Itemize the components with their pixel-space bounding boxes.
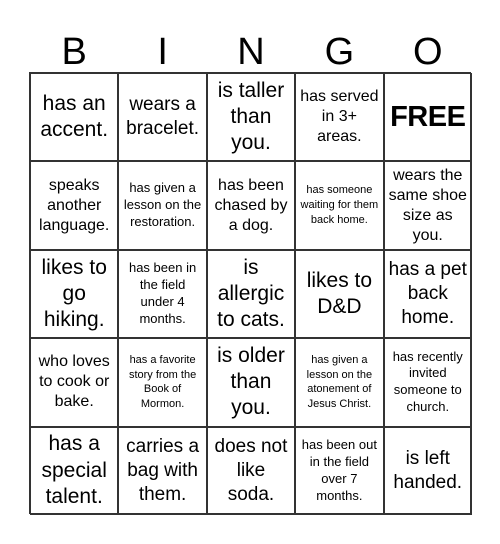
bingo-cell-free[interactable] bbox=[384, 73, 472, 161]
bingo-cell-r2c5[interactable] bbox=[384, 161, 472, 249]
cell-text: carries a bag with them. bbox=[126, 436, 200, 505]
cell-text: is allergic to cats. bbox=[217, 255, 285, 332]
bingo-cell-r2c3[interactable] bbox=[207, 161, 295, 249]
cell-text: has a special talent. bbox=[41, 432, 107, 508]
cell-text: has someone waiting for them back home. bbox=[300, 184, 379, 226]
cell-text: has given a lesson on the atonement of Jesus Christ. bbox=[306, 353, 373, 411]
cell-text: wears the same shoe size as you. bbox=[388, 166, 467, 244]
bingo-cell-r4c5[interactable] bbox=[384, 338, 472, 426]
bingo-cell-r3c5[interactable] bbox=[384, 250, 472, 338]
free-space-label: FREE bbox=[390, 100, 466, 133]
cell-text: has been chased by a dog. bbox=[214, 176, 288, 234]
bingo-cell-r1c3[interactable] bbox=[207, 73, 295, 161]
cell-text: who loves to cook or bake. bbox=[38, 353, 110, 411]
bingo-cell-r4c4[interactable] bbox=[295, 338, 383, 426]
cell-text: likes to D&D bbox=[306, 268, 373, 318]
cell-text: has given a lesson on the restoration. bbox=[123, 180, 202, 230]
bingo-cell-r4c3[interactable] bbox=[207, 338, 295, 426]
cell-text: is older than you. bbox=[217, 343, 285, 420]
bingo-cell-r5c4[interactable] bbox=[295, 427, 383, 515]
cell-text: has recently invited someone to church. bbox=[392, 348, 463, 415]
bingo-cell-r3c4[interactable] bbox=[295, 250, 383, 338]
cell-text: is left handed. bbox=[393, 448, 463, 493]
bingo-cell-r5c3[interactable] bbox=[207, 427, 295, 515]
bingo-cell-r5c1[interactable] bbox=[30, 427, 118, 515]
cell-text: has been out in the field over 7 months. bbox=[301, 436, 377, 503]
bingo-cell-r2c2[interactable] bbox=[118, 161, 206, 249]
bingo-cell-r1c2[interactable] bbox=[118, 73, 206, 161]
bingo-cell-r2c4[interactable] bbox=[295, 161, 383, 249]
bingo-cell-r3c2[interactable] bbox=[118, 250, 206, 338]
bingo-cell-r5c5[interactable] bbox=[384, 427, 472, 515]
bingo-cell-r4c1[interactable] bbox=[30, 338, 118, 426]
cell-text: likes to go hiking. bbox=[41, 255, 107, 332]
cell-text: is taller than you. bbox=[217, 78, 285, 155]
cell-text: does not like soda. bbox=[214, 436, 288, 505]
header-letter-b: B bbox=[61, 30, 87, 73]
header-letter-o: O bbox=[413, 30, 443, 73]
cell-text: has a pet back home. bbox=[388, 259, 467, 328]
bingo-cell-r2c1[interactable] bbox=[30, 161, 118, 249]
cell-text: has been in the field under 4 months. bbox=[128, 260, 197, 326]
bingo-cell-r1c4[interactable] bbox=[295, 73, 383, 161]
cell-text: has served in 3+ areas. bbox=[300, 88, 379, 146]
bingo-cell-r5c2[interactable] bbox=[118, 427, 206, 515]
cell-text: has an accent. bbox=[40, 91, 109, 142]
header-letter-g: G bbox=[324, 30, 355, 73]
header-letter-n: N bbox=[237, 30, 265, 73]
cell-text: wears a bracelet. bbox=[126, 94, 200, 140]
bingo-cell-r3c3[interactable] bbox=[207, 250, 295, 338]
bingo-cell-r1c1[interactable] bbox=[30, 73, 118, 161]
cell-text: speaks another language. bbox=[39, 176, 110, 234]
header-letter-i: I bbox=[157, 30, 168, 73]
bingo-grid bbox=[29, 72, 471, 514]
bingo-cell-r3c1[interactable] bbox=[30, 250, 118, 338]
cell-text: has a favorite story from the Book of Mormon. bbox=[128, 353, 197, 411]
bingo-cell-r4c2[interactable] bbox=[118, 338, 206, 426]
